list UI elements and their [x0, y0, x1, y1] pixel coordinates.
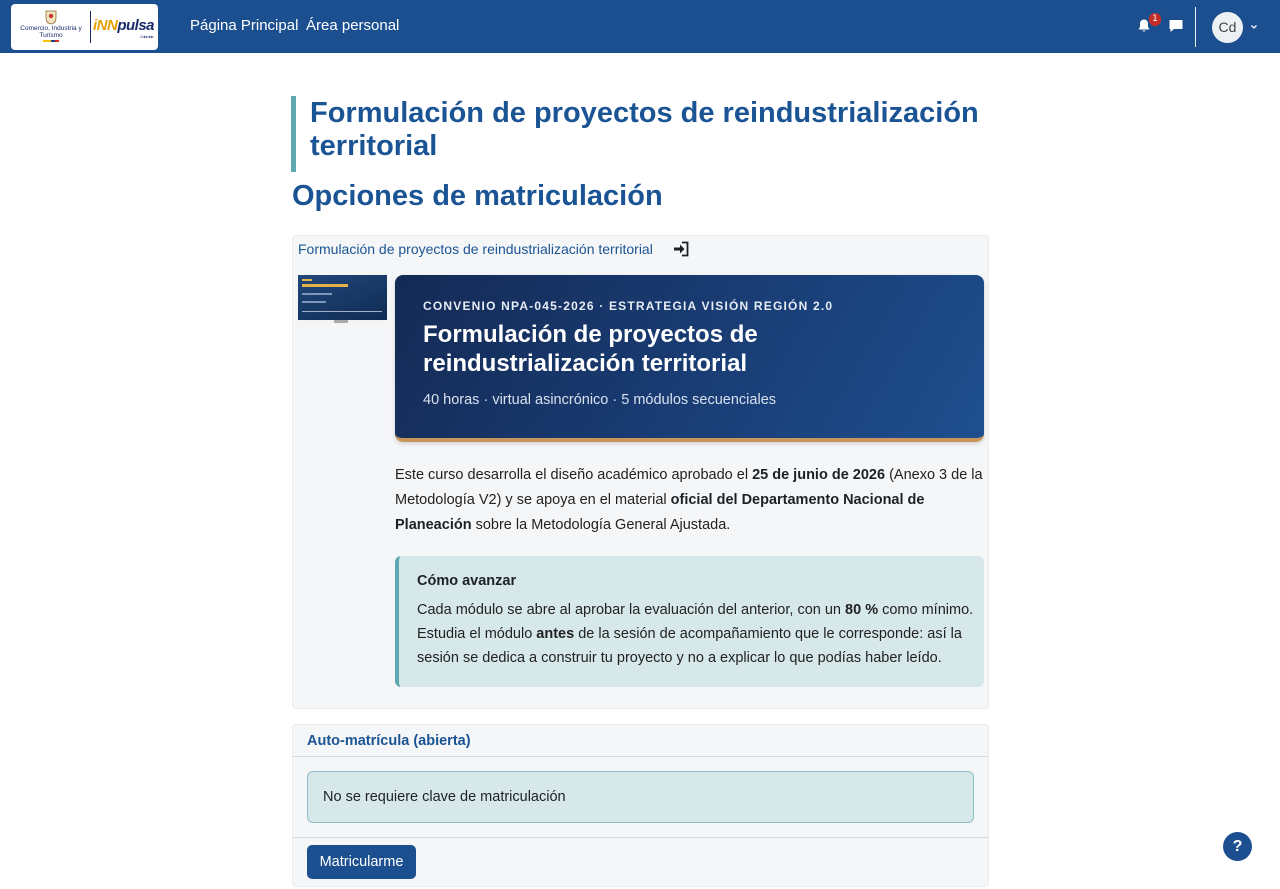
course-banner — [395, 275, 984, 442]
chevron-down-icon[interactable] — [1249, 22, 1259, 32]
page-title: Formulación de proyectos de reindustrialización territorial — [310, 97, 979, 162]
coat-of-arms-icon — [44, 9, 58, 25]
colombia-flag-stripe — [43, 40, 59, 42]
callout-text-1: Cada módulo se abre al aprobar la evaluación del anterior, con un — [417, 602, 846, 618]
logo-divider — [90, 11, 91, 43]
desc-source: oficial del Departamento Nacional de Planeación — [395, 492, 925, 533]
how-to-progress-callout — [395, 556, 984, 687]
innpulsa-pulsa: pulsa — [117, 17, 155, 34]
messages-chat-icon[interactable] — [1168, 18, 1184, 34]
help-button[interactable]: ? — [1223, 832, 1252, 861]
course-name-link[interactable]: Formulación de proyectos de reindustrialización territorial — [298, 241, 653, 257]
banner-meta: 40 horas · virtual asincrónico · 5 módulos secuenciales — [423, 392, 777, 408]
desc-text-2: (Anexo 3 de la Metodología V2) y se apoya en el material — [395, 467, 983, 508]
callout-min-score: 80 % — [845, 602, 879, 618]
no-key-required-alert: No se requiere clave de matriculación — [307, 771, 974, 823]
enrol-sign-in-icon — [673, 241, 689, 257]
nav-personal-area-link[interactable]: Área personal — [306, 17, 400, 34]
navbar-divider — [1195, 7, 1196, 47]
ministry-logo — [15, 8, 87, 46]
banner-title: Formulación de proyectos de reindustrialización territorial — [423, 321, 758, 377]
callout-text-2: como mínimo. Estudia el módulo — [417, 602, 974, 642]
banner-kicker: CONVENIO NPA-045-2026 · ESTRATEGIA VISIÓN REGIÓN 2.0 — [423, 299, 834, 313]
site-logo[interactable] — [11, 4, 158, 50]
ministry-name: Comercio, Industria y Turismo — [20, 25, 82, 39]
course-description — [395, 463, 985, 538]
enrolment-method-header — [293, 725, 988, 757]
enrolment-method-title: Auto-matrícula (abierta) — [307, 733, 471, 749]
desc-text-1: Este curso desarrolla el diseño académico aprobado el — [395, 467, 753, 483]
innpulsa-sub: Colombia — [140, 34, 153, 39]
innpulsa-inn: iNN — [93, 17, 118, 34]
enrol-me-button[interactable]: Matricularme — [307, 845, 416, 879]
nav-home-link[interactable]: Página Principal — [190, 17, 299, 34]
section-title: Opciones de matriculación — [292, 180, 663, 212]
notifications-count-badge: 1 — [1149, 13, 1161, 26]
self-enrolment-panel — [292, 724, 989, 887]
enrolment-footer-divider — [293, 837, 988, 838]
course-info-box — [292, 235, 989, 709]
page-header — [291, 96, 981, 172]
desc-approval-date: 25 de junio de 2026 — [752, 467, 886, 483]
top-navbar — [0, 0, 1280, 53]
desc-text-3: sobre la Metodología General Ajustada. — [471, 517, 731, 533]
innpulsa-logo — [93, 17, 155, 37]
callout-text-3: de la sesión de acompañamiento que le corresponde: así la sesión se dedica a construir tu proyecto y no a explicar lo que podías haber leído. — [417, 626, 962, 666]
course-thumbnail-image — [298, 275, 387, 325]
callout-text — [417, 598, 977, 670]
callout-before: antes — [536, 626, 575, 642]
callout-title: Cómo avanzar — [417, 573, 517, 589]
user-avatar[interactable]: Cd — [1212, 12, 1243, 43]
